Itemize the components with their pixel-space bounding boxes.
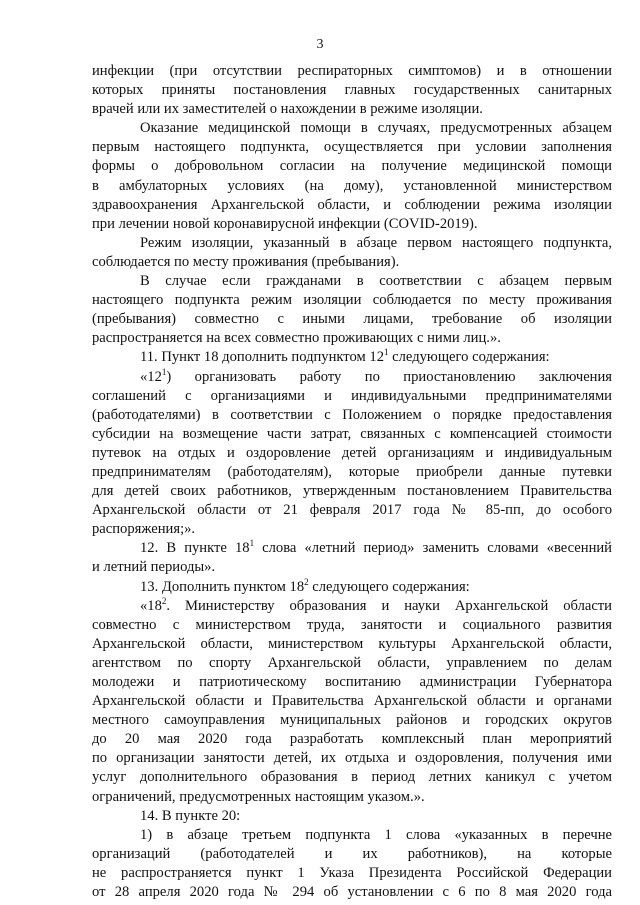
text-line	[92, 272, 612, 291]
line-text: врачей или их заместителей о нахождении в режиме изоляции.	[92, 101, 483, 118]
line-text: Архангельской области и Правительства Архангельской области и органами	[92, 693, 612, 710]
line-text: услуг дополнительного образования в период летних каникул с учетом	[92, 769, 612, 786]
page-number: 3	[316, 37, 324, 52]
line-text: по организации занятости детей, их отдыха и оздоровления, получения ими	[92, 750, 612, 767]
line-text: (работодателями) в соответствии с Положением о порядке предоставления	[92, 406, 612, 423]
line-text: для детей своих работников, утвержденным постановлением Правительства	[92, 483, 612, 500]
text-line	[92, 62, 612, 81]
line-text: местного самоуправления муниципальных районов и городских округов	[92, 712, 612, 729]
line-text: Оказание медицинской помощи в случаях, предусмотренных абзацем	[140, 120, 612, 137]
line-text: «12	[140, 368, 162, 385]
text-line	[92, 788, 612, 807]
line-text: соблюдается по месту проживания (пребывания).	[92, 253, 400, 270]
text-line	[92, 425, 612, 444]
line-text-continued: следующего содержания:	[388, 349, 550, 366]
text-line	[92, 463, 612, 482]
line-text: соглашений с организациями и индивидуальными предпринимателями	[92, 387, 612, 404]
line-text-continued: следующего содержания:	[308, 578, 470, 595]
line-text: В случае если гражданами в соответствии с абзацем первым	[140, 273, 612, 290]
text-line	[92, 157, 612, 176]
text-line	[92, 826, 612, 845]
document-body	[92, 62, 612, 902]
text-line	[92, 196, 612, 215]
text-line	[92, 673, 612, 692]
text-line	[92, 444, 612, 463]
line-text: Архангельской области от 21 февраля 2017 года № 85-пп, до особого	[92, 502, 612, 519]
text-line	[92, 253, 612, 272]
line-text: совместно с министерством труда, занятости и социального развития	[92, 616, 612, 633]
line-text: путевок на отдых и оздоровление детей организациям и индивидуальным	[92, 444, 612, 461]
text-line	[92, 291, 612, 310]
text-line	[92, 539, 612, 558]
superscript: 2	[161, 596, 167, 606]
text-line	[92, 177, 612, 196]
line-text: первым настоящего подпункта, осуществляется при условии заполнения	[92, 139, 612, 156]
text-line	[92, 501, 612, 520]
text-line	[92, 807, 612, 826]
line-text: Режим изоляции, указанный в абзаце первом настоящего подпункта,	[140, 234, 612, 251]
line-text: (пребывания) совместно с иными лицами, требование об изоляции	[92, 311, 612, 328]
line-text: здравоохранения Архангельской области, и соблюдении режима изоляции	[92, 196, 612, 213]
text-line	[92, 81, 612, 100]
text-line	[92, 310, 612, 329]
line-text: от 28 апреля 2020 года № 294 об установлении с 6 по 8 мая 2020 года	[92, 884, 612, 901]
text-line	[92, 482, 612, 501]
line-text: до 20 мая 2020 года разработать комплексный план мероприятий	[92, 731, 612, 748]
text-line	[92, 406, 612, 425]
text-line	[92, 215, 612, 234]
text-line	[92, 635, 612, 654]
line-text: агентством по спорту Архангельской области, управлением по делам	[92, 654, 612, 671]
line-text: 13. Дополнить пунктом 18	[140, 578, 305, 595]
text-line	[92, 348, 612, 367]
line-text: распространяется на всех совместно проживающих с ними лиц.».	[92, 330, 501, 347]
text-line	[92, 138, 612, 157]
line-text: 1) в абзаце третьем подпункта 1 слова «указанных в перечне	[140, 826, 612, 843]
superscript: 2	[304, 577, 309, 587]
line-text-continued: . Министерству образования и науки Архангельской области	[166, 597, 612, 614]
text-line	[92, 368, 612, 387]
text-line	[92, 883, 612, 902]
superscript: 1	[384, 348, 389, 358]
line-text: «18	[140, 597, 162, 614]
text-line	[92, 597, 612, 616]
text-line	[92, 520, 612, 539]
line-text: формы о добровольном согласии на получение медицинской помощи	[92, 158, 612, 175]
text-line	[92, 119, 612, 138]
text-line	[92, 329, 612, 348]
line-text: организаций (работодателей и их работников), на которые	[92, 845, 612, 862]
line-text: 12. В пункте 18	[140, 540, 250, 557]
line-text: инфекции (при отсутствии респираторных симптомов) и в отношении	[92, 63, 612, 79]
line-text: и летний периоды».	[92, 559, 216, 576]
line-text: распоряжения;».	[92, 521, 196, 538]
line-text: 14. В пункте 20:	[140, 807, 241, 824]
line-text: ограничений, предусмотренных настоящим указом.».	[92, 788, 425, 805]
text-line	[92, 768, 612, 787]
text-line	[92, 749, 612, 768]
text-line	[92, 387, 612, 406]
text-line	[92, 100, 612, 119]
text-line	[92, 654, 612, 673]
line-text: Архангельской области, министерством культуры Архангельской области,	[92, 635, 612, 652]
text-line	[92, 864, 612, 883]
line-text: молодежи и патриотическому воспитанию администрации Губернатора	[92, 674, 612, 690]
text-line	[92, 711, 612, 730]
line-text: 11. Пункт 18 дополнить подпунктом 12	[140, 349, 384, 366]
text-line	[92, 558, 612, 577]
text-line	[92, 692, 612, 711]
line-text: субсидии на возмещение части затрат, связанных с компенсацией стоимости	[92, 425, 612, 442]
line-text: в амбулаторных условиях (на дому), установленной министерством	[92, 177, 612, 194]
line-text-continued: ) организовать работу по приостановлению заключения	[166, 368, 612, 385]
text-line	[92, 578, 612, 597]
line-text-continued: слова «летний период» заменить словами «весенний	[254, 540, 612, 557]
text-line	[92, 845, 612, 864]
superscript: 1	[161, 367, 167, 377]
text-line	[92, 730, 612, 749]
line-text: не распространяется пункт 1 Указа Президента Российской Федерации	[92, 864, 612, 881]
line-text: настоящего подпункта режим изоляции соблюдается по месту проживания	[92, 292, 612, 309]
line-text: при лечении новой коронавирусной инфекции (COVID-2019).	[92, 215, 478, 232]
text-line	[92, 616, 612, 635]
line-text: предпринимателям (работодателям), которые приобрели данные путевки	[92, 463, 612, 480]
line-text: которых приняты постановления главных государственных санитарных	[92, 82, 612, 99]
text-line	[92, 234, 612, 253]
superscript: 1	[249, 539, 255, 549]
